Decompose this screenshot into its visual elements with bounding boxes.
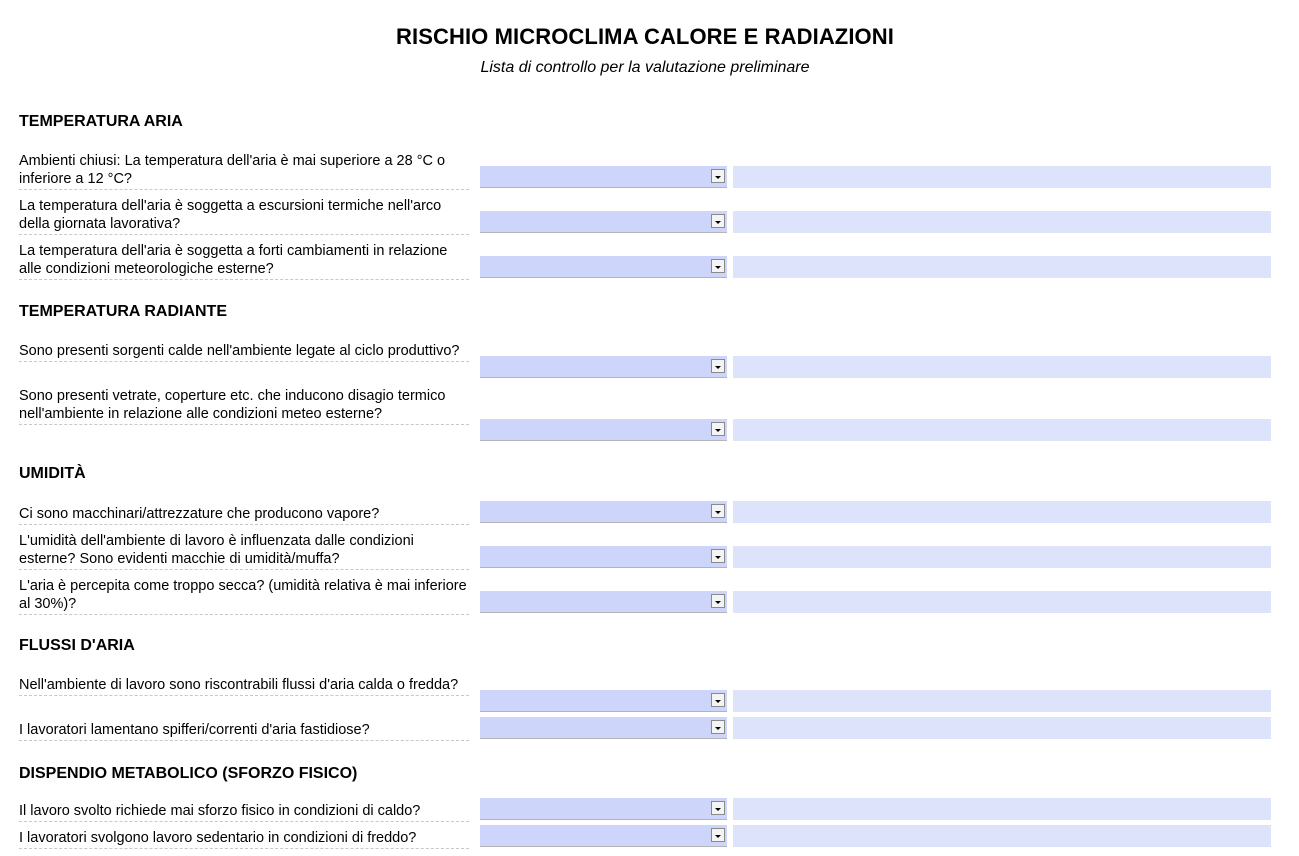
chevron-down-icon[interactable] [711, 214, 725, 228]
question-text: Sono presenti sorgenti calde nell'ambiente legate al ciclo produttivo? [19, 342, 469, 362]
question-text: Nell'ambiente di lavoro sono riscontrabili flussi d'aria calda o fredda? [19, 676, 469, 696]
answer-dropdown[interactable] [480, 356, 727, 378]
note-field[interactable] [733, 798, 1271, 820]
question-text: Ambienti chiusi: La temperatura dell'aria è mai superiore a 28 °C o inferiore a 12 °C? [19, 152, 469, 190]
chevron-down-icon[interactable] [711, 549, 725, 563]
answer-dropdown[interactable] [480, 501, 727, 523]
note-field[interactable] [733, 717, 1271, 739]
note-field[interactable] [733, 211, 1271, 233]
section-title-umidita: UMIDITÀ [19, 465, 86, 482]
note-field[interactable] [733, 591, 1271, 613]
question-text: L'aria è percepita come troppo secca? (umidità relativa è mai inferiore al 30%)? [19, 577, 469, 615]
answer-dropdown[interactable] [480, 825, 727, 847]
chevron-down-icon[interactable] [711, 504, 725, 518]
answer-dropdown[interactable] [480, 546, 727, 568]
note-field[interactable] [733, 419, 1271, 441]
note-field[interactable] [733, 690, 1271, 712]
section-title-temperatura-radiante: TEMPERATURA RADIANTE [19, 303, 227, 320]
chevron-down-icon[interactable] [711, 594, 725, 608]
answer-dropdown[interactable] [480, 166, 727, 188]
note-field[interactable] [733, 356, 1271, 378]
question-text: La temperatura dell'aria è soggetta a escursioni termiche nell'arco della giornata lavorativa? [19, 197, 469, 235]
question-text: Sono presenti vetrate, coperture etc. che inducono disagio termico nell'ambiente in relazione alle condizioni meteo esterne? [19, 387, 469, 425]
question-text: I lavoratori lamentano spifferi/correnti d'aria fastidiose? [19, 721, 469, 741]
chevron-down-icon[interactable] [711, 359, 725, 373]
answer-dropdown[interactable] [480, 591, 727, 613]
chevron-down-icon[interactable] [711, 422, 725, 436]
chevron-down-icon[interactable] [711, 801, 725, 815]
chevron-down-icon[interactable] [711, 169, 725, 183]
note-field[interactable] [733, 256, 1271, 278]
chevron-down-icon[interactable] [711, 259, 725, 273]
answer-dropdown[interactable] [480, 419, 727, 441]
note-field[interactable] [733, 546, 1271, 568]
note-field[interactable] [733, 825, 1271, 847]
answer-dropdown[interactable] [480, 690, 727, 712]
section-title-flussi-aria: FLUSSI D'ARIA [19, 637, 135, 654]
question-text: L'umidità dell'ambiente di lavoro è influenzata dalle condizioni esterne? Sono evidenti macchie di umidità/muffa? [19, 532, 469, 570]
chevron-down-icon[interactable] [711, 693, 725, 707]
answer-dropdown[interactable] [480, 798, 727, 820]
page-title: RISCHIO MICROCLIMA CALORE E RADIAZIONI [396, 24, 894, 49]
question-text: Ci sono macchinari/attrezzature che producono vapore? [19, 505, 469, 525]
answer-dropdown[interactable] [480, 256, 727, 278]
answer-dropdown[interactable] [480, 717, 727, 739]
question-text: Il lavoro svolto richiede mai sforzo fisico in condizioni di caldo? [19, 802, 469, 822]
question-text: I lavoratori svolgono lavoro sedentario in condizioni di freddo? [19, 829, 469, 849]
question-text: La temperatura dell'aria è soggetta a forti cambiamenti in relazione alle condizioni meteorologiche esterne? [19, 242, 469, 280]
chevron-down-icon[interactable] [711, 720, 725, 734]
chevron-down-icon[interactable] [711, 828, 725, 842]
section-title-dispendio-metabolico: DISPENDIO METABOLICO (SFORZO FISICO) [19, 765, 358, 782]
page-subtitle: Lista di controllo per la valutazione preliminare [480, 59, 810, 76]
note-field[interactable] [733, 501, 1271, 523]
note-field[interactable] [733, 166, 1271, 188]
answer-dropdown[interactable] [480, 211, 727, 233]
section-title-temperatura-aria: TEMPERATURA ARIA [19, 113, 183, 130]
